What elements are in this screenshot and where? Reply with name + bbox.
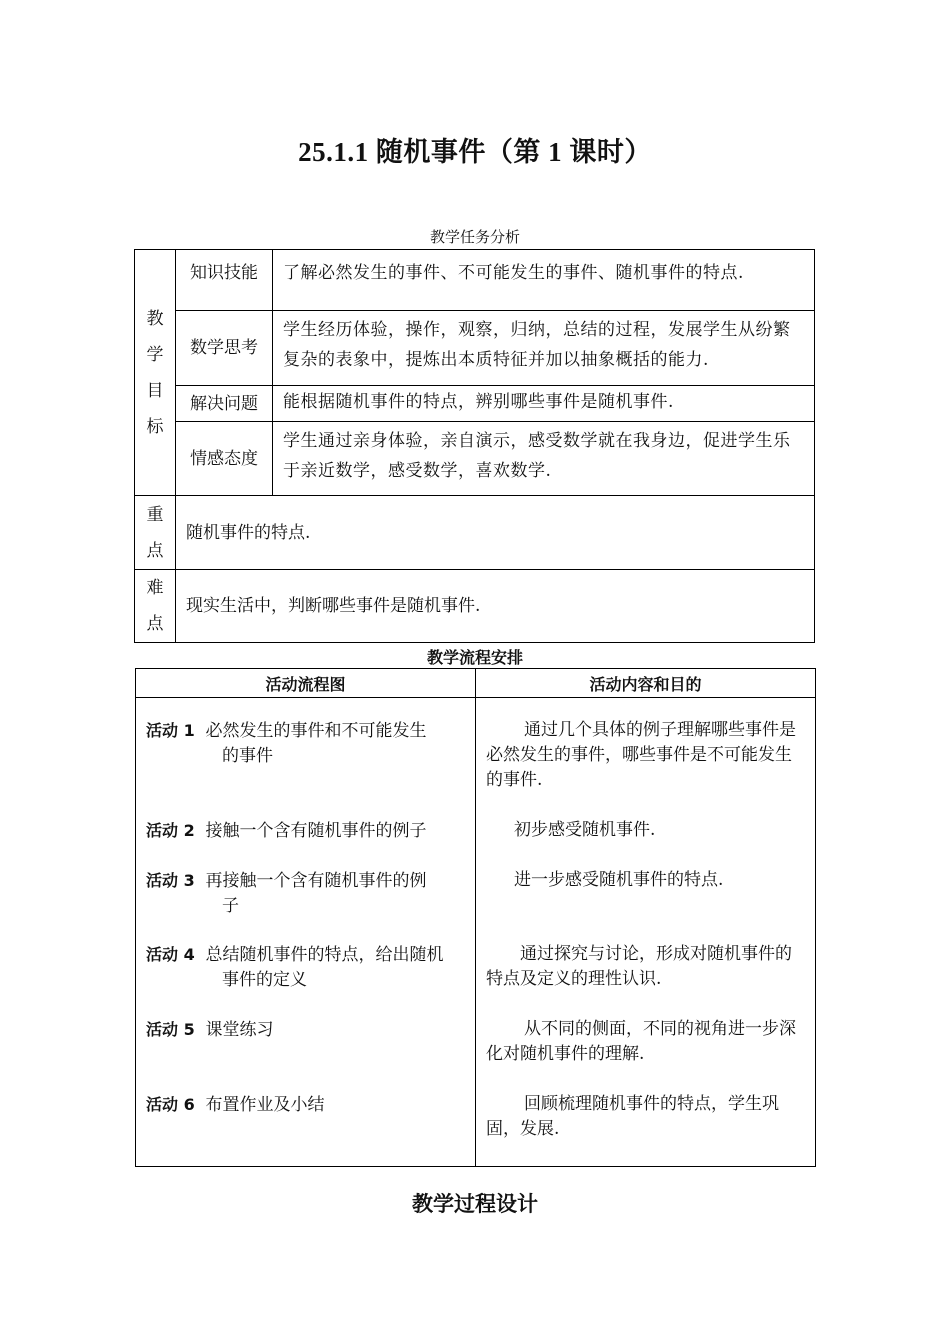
table-row [135, 311, 815, 386]
key-point-text: 随机事件的特点. [176, 496, 815, 570]
objective-text: 学生经历体验，操作，观察，归纳，总结的过程，发展学生从纷繁复杂的表象中，提炼出本质特征并加以抽象概括的能力. [273, 311, 815, 386]
column-header: 活动内容和目的 [476, 669, 816, 698]
objective-text: 学生通过亲身体验，亲自演示，感受数学就在我身边，促进学生乐于亲近数学，感受数学，喜欢数学. [273, 422, 815, 496]
table-row [136, 698, 816, 1167]
flow-table [135, 668, 816, 1167]
purpose-text: 初步感受随机事件. [514, 820, 656, 840]
section-title: 教学过程设计 [412, 1192, 538, 1216]
category-cell: 知识技能 [176, 250, 273, 311]
objective-text: 了解必然发生的事件、不可能发生的事件、随机事件的特点. [273, 250, 815, 311]
objectives-label: 教 学 目 标 [135, 250, 176, 496]
activity-item: 活动 3 再接触一个含有随机事件的例 子 [146, 871, 427, 916]
activity-item: 活动 4 总结随机事件的特点，给出随机 事件的定义 [146, 945, 444, 990]
activity-item: 活动 1 必然发生的事件和不可能发生 的事件 [146, 721, 427, 766]
column-header: 活动流程图 [136, 669, 476, 698]
purpose-text: 通过几个具体的例子理解哪些事件是必然发生的事件，哪些事件是不可能发生的事件. [486, 720, 796, 790]
purpose-text: 进一步感受随机事件的特点. [514, 870, 724, 890]
difficulty-label: 难 点 [135, 570, 176, 643]
activity-item: 活动 2 接触一个含有随机事件的例子 [146, 821, 427, 841]
activity-item: 活动 5 课堂练习 [146, 1020, 274, 1040]
key-point-label: 重 点 [135, 496, 176, 570]
flow-table-caption: 教学流程安排 [426, 648, 523, 667]
table-row [135, 570, 815, 643]
activity-purpose-cell [476, 698, 816, 1167]
category-cell: 数学思考 [176, 311, 273, 386]
table-header-row [136, 669, 816, 698]
category-cell: 情感态度 [176, 422, 273, 496]
table-row [135, 386, 815, 422]
category-cell: 解决问题 [176, 386, 273, 422]
activity-flow-cell [136, 698, 476, 1167]
difficulty-text: 现实生活中，判断哪些事件是随机事件. [176, 570, 815, 643]
task-table-caption: 教学任务分析 [429, 228, 520, 246]
table-row [135, 496, 815, 570]
purpose-text: 回顾梳理随机事件的特点，学生巩固，发展. [486, 1094, 779, 1139]
purpose-text: 通过探究与讨论，形成对随机事件的特点及定义的理性认识. [486, 944, 792, 989]
objective-text: 能根据随机事件的特点，辨别哪些事件是随机事件. [273, 386, 815, 422]
page-title: 25.1.1 随机事件（第 1 课时） [298, 137, 652, 167]
task-analysis-table [134, 249, 815, 643]
table-row [135, 422, 815, 496]
table-row [135, 250, 815, 311]
purpose-text: 从不同的侧面，不同的视角进一步深化对随机事件的理解. [486, 1019, 796, 1064]
activity-item: 活动 6 布置作业及小结 [146, 1095, 325, 1115]
